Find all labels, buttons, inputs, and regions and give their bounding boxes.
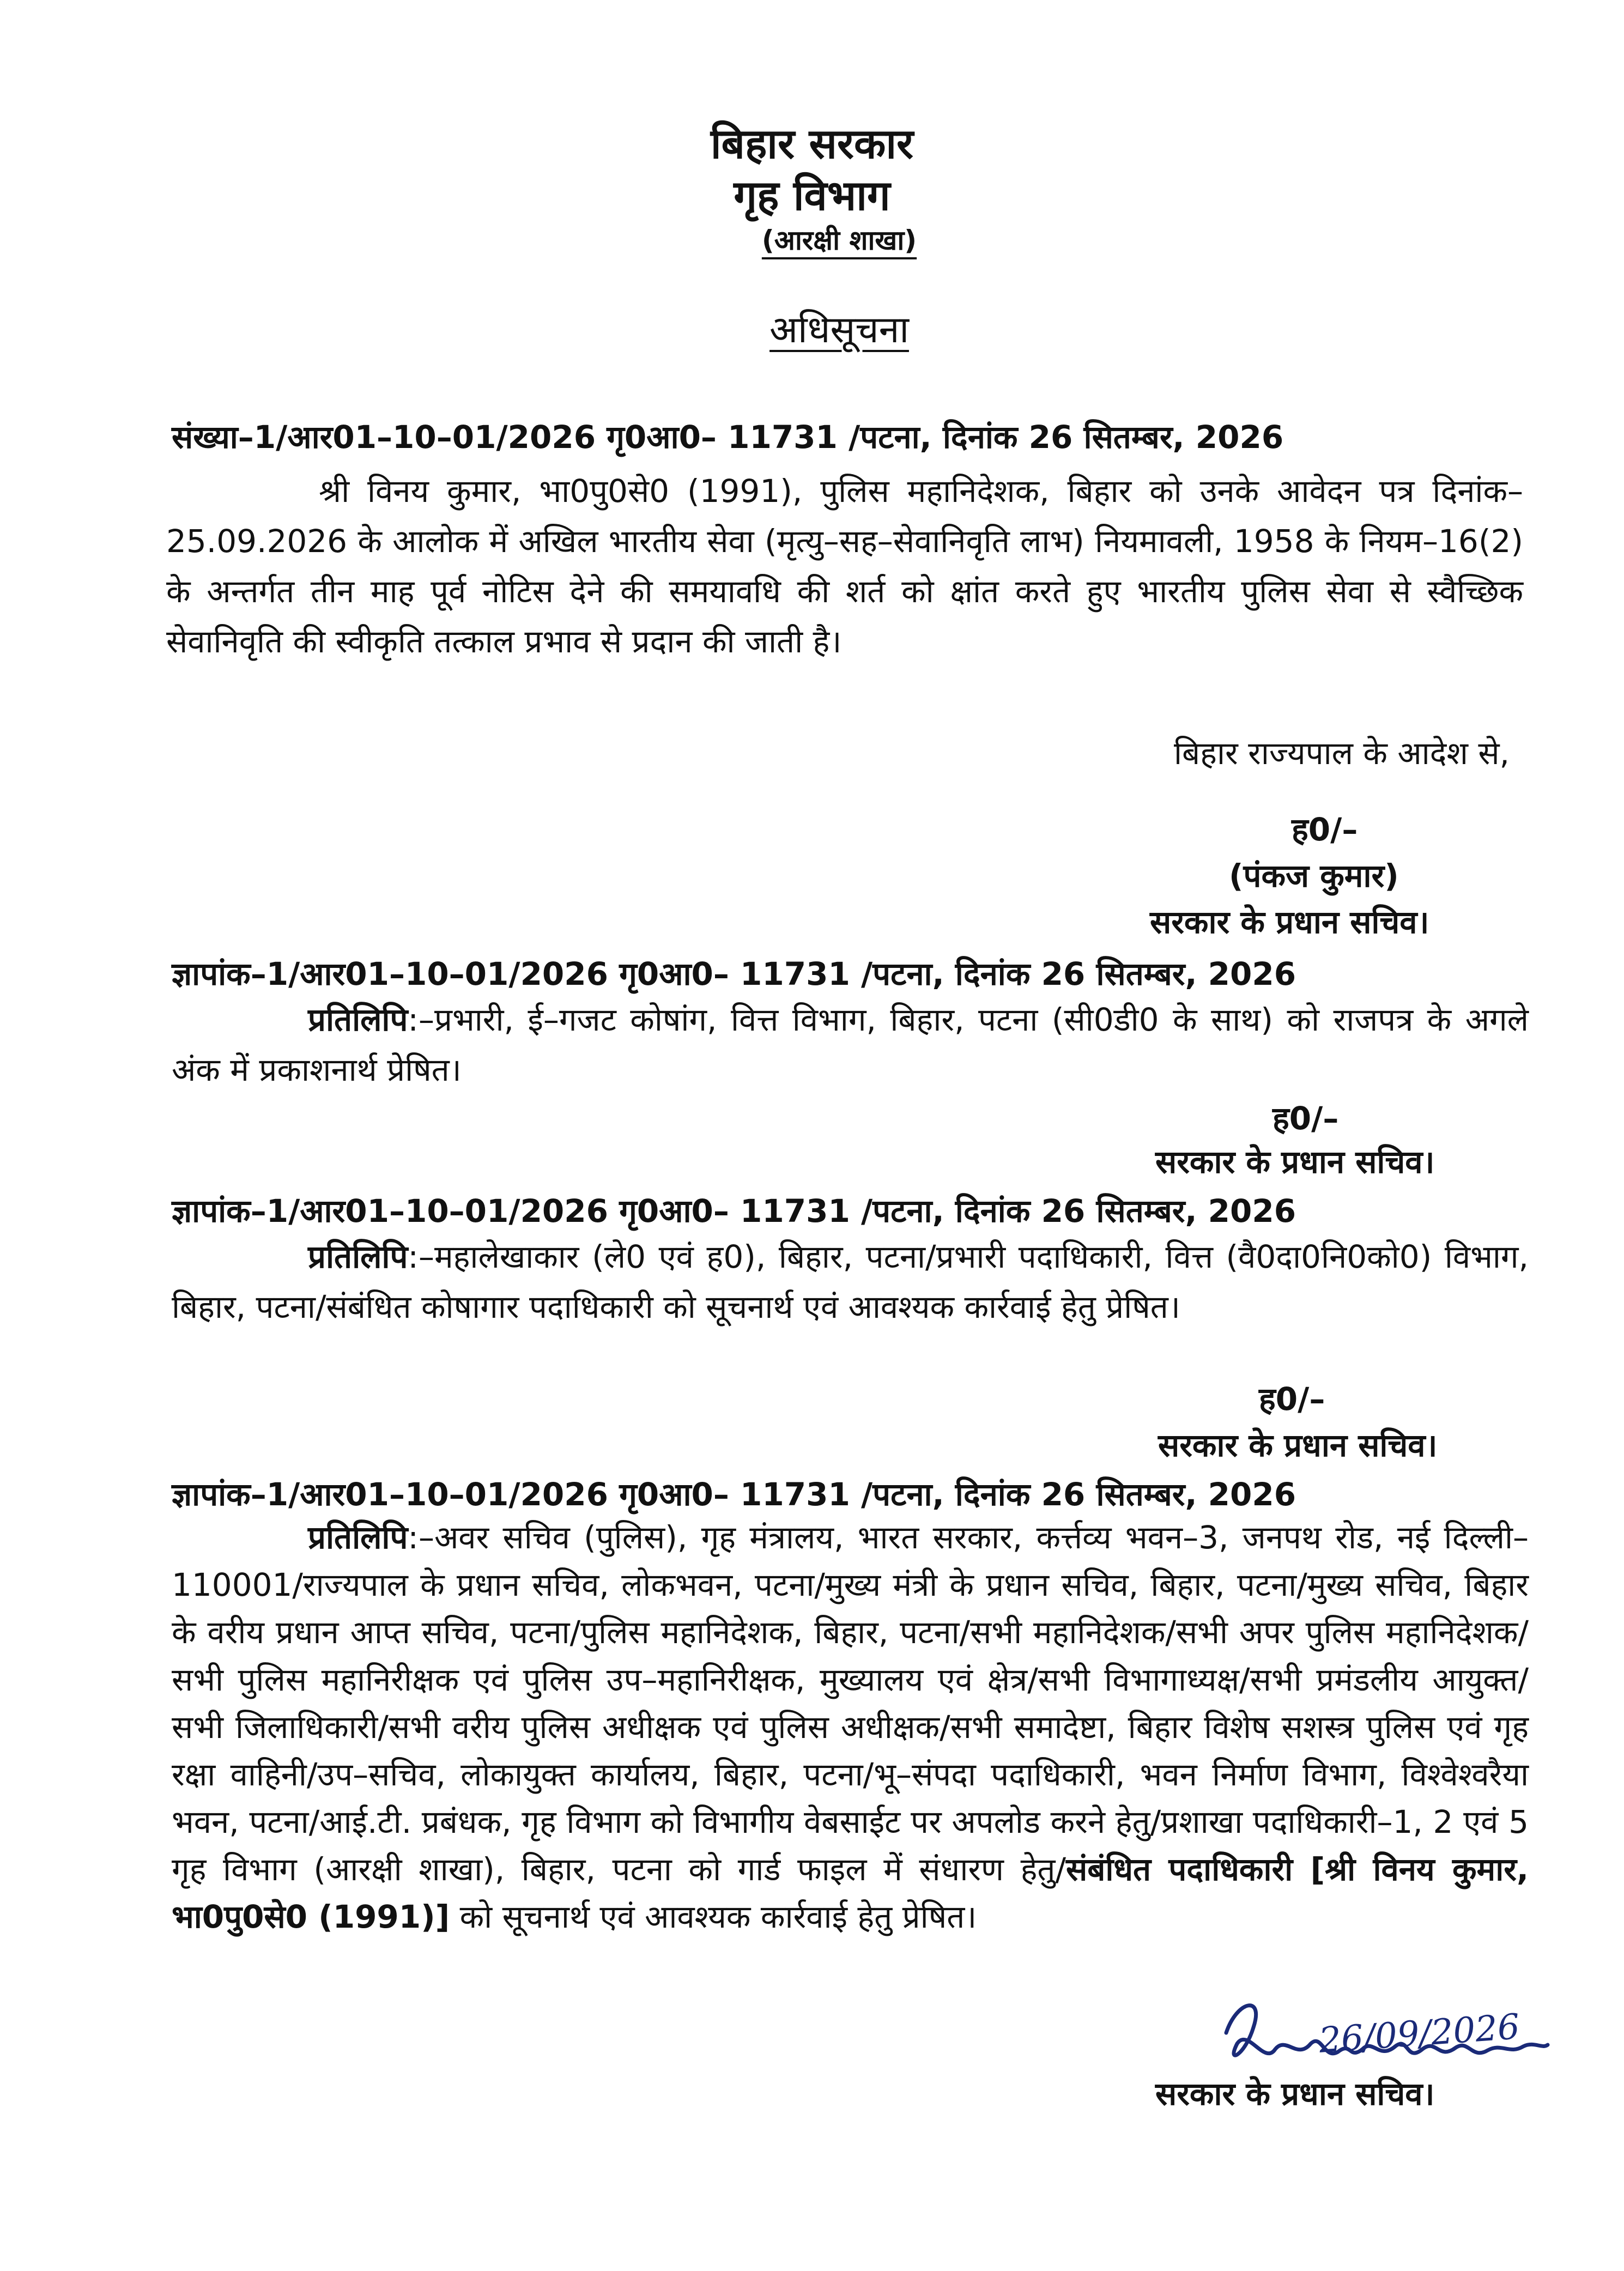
signatory-title: सरकार के प्रधान सचिव। (1158, 1427, 1438, 1464)
signatory-title: सरकार के प्रधान सचिव। (1155, 1143, 1435, 1180)
copy-text: :–प्रभारी, ई–गजट कोषांग, वित्त विभाग, बिहार, पटना (सी0डी0 के साथ) को राजपत्र के अगले अंक में प्रकाशनार्थ प्रेषित। (172, 1001, 1529, 1088)
memo-copy-paragraph (172, 1514, 1529, 1941)
memo-copy-paragraph (172, 1232, 1529, 1332)
memo-copy-paragraph (172, 995, 1529, 1095)
notification-body: श्री विनय कुमार, भा0पु0से0 (1991), पुलिस महानिदेशक, बिहार को उनके आवेदन पत्र दिनांक–25.09.2026 के आलोक में अखिल भारतीय सेवा (मृत्यु–सह–सेवानिवृति लाभ) नियमावली, 1958 के नियम–16(2) के अन्तर्गत तीन माह पूर्व नोटिस देने की समयावधि की शर्त को क्षांत करते हुए भारतीय पुलिस सेवा से स्वैच्छिक सेवानिवृति की स्वीकृति तत्काल प्रभाव से प्रदान की जाती है। (166, 473, 1524, 660)
signatory-title: सरकार के प्रधान सचिव। (1155, 2075, 1435, 2112)
governor-order-line: बिहार राज्यपाल के आदेश से, (1174, 735, 1510, 772)
memo-number: ज्ञापांक–1/आर01–10–01/2026 गृ0आ0– 11731 /पटना, दिनांक 26 सितम्बर, 2026 (172, 1476, 1296, 1513)
copy-text-end: को सूचनार्थ एवं आवश्यक कार्रवाई हेतु प्रेषित। (450, 1898, 977, 1935)
copy-text: :–अवर सचिव (पुलिस), गृह मंत्रालय, भारत सरकार, कर्त्तव्य भवन–3, जनपथ रोड, नई दिल्ली–110001/राज्यपाल के प्रधान सचिव, लोकभवन, पटना/मुख्य मंत्री के प्रधान सचिव, बिहार, पटना/मुख्य सचिव, बिहार के वरीय प्रधान आप्त सचिव, पटना/पुलिस महानिदेशक, बिहार, पटना/सभी महानिदेशक/सभी अपर पुलिस महानिदेशक/सभी पुलिस महानिरीक्षक एवं पुलिस उप–महानिरीक्षक, मुख्यालय एवं क्षेत्र/सभी विभागाध्यक्ष/सभी प्रमंडलीय आयुक्त/सभी जिलाधिकारी/सभी वरीय पुलिस अधीक्षक एवं पुलिस अधीक्षक/सभी समादेष्टा, बिहार विशेष सशस्त्र पुलिस एवं गृह रक्षा वाहिनी/उप–सचिव, लोकायुक्त कार्यालय, बिहार, पटना/भू–संपदा पदाधिकारी, भवन निर्माण विभाग, विश्वेश्वरैया भवन, पटना/आई.टी. प्रबंधक, गृह विभाग को विभागीय वेबसाईट पर अपलोड करने हेतु/प्रशाखा पदाधिकारी–1, 2 एवं 5 गृह विभाग (आरक्षी शाखा), बिहार, पटना को गार्ड फाइल में संधारण हेतु/ (172, 1519, 1529, 1888)
signatory-title: सरकार के प्रधान सचिव। (1150, 904, 1429, 941)
notification-number: संख्या–1/आर01–10–01/2026 गृ0आ0– 11731 /पटना, दिनांक 26 सितम्बर, 2026 (172, 419, 1284, 456)
header-government: बिहार सरकार (710, 119, 914, 168)
memo-number: ज्ञापांक–1/आर01–10–01/2026 गृ0आ0– 11731 /पटना, दिनांक 26 सितम्बर, 2026 (172, 1192, 1296, 1230)
header-branch: (आरक्षी शाखा) (761, 225, 917, 256)
sign-mark: ह0/– (1292, 811, 1358, 848)
sign-mark: ह0/– (1259, 1380, 1325, 1418)
sign-mark: ह0/– (1272, 1100, 1339, 1137)
copy-label: प्रतिलिपि (308, 1001, 408, 1038)
notification-title: अधिसूचना (769, 308, 909, 352)
copy-label: प्रतिलिपि (308, 1238, 408, 1275)
signature-date: 26/09/2026 (1317, 2007, 1522, 2061)
copy-label: प्रतिलिपि (308, 1519, 408, 1556)
header-department: गृह विभाग (734, 171, 890, 220)
signatory-name: (पंकज कुमार) (1229, 857, 1399, 894)
copy-text: :–महालेखाकार (ले0 एवं ह0), बिहार, पटना/प्रभारी पदाधिकारी, वित्त (वै0दा0नि0को0) विभाग, बिहार, पटना/संबंधित कोषागार पदाधिकारी को सूचनार्थ एवं आवश्यक कार्रवाई हेतु प्रेषित। (172, 1238, 1529, 1325)
memo-number: ज्ञापांक–1/आर01–10–01/2026 गृ0आ0– 11731 /पटना, दिनांक 26 सितम्बर, 2026 (172, 955, 1296, 992)
copy-text-bold: संबंधित पदाधिकारी [श्री विनय कुमार, भा0पु0से0 (1991)] (172, 1851, 1529, 1935)
